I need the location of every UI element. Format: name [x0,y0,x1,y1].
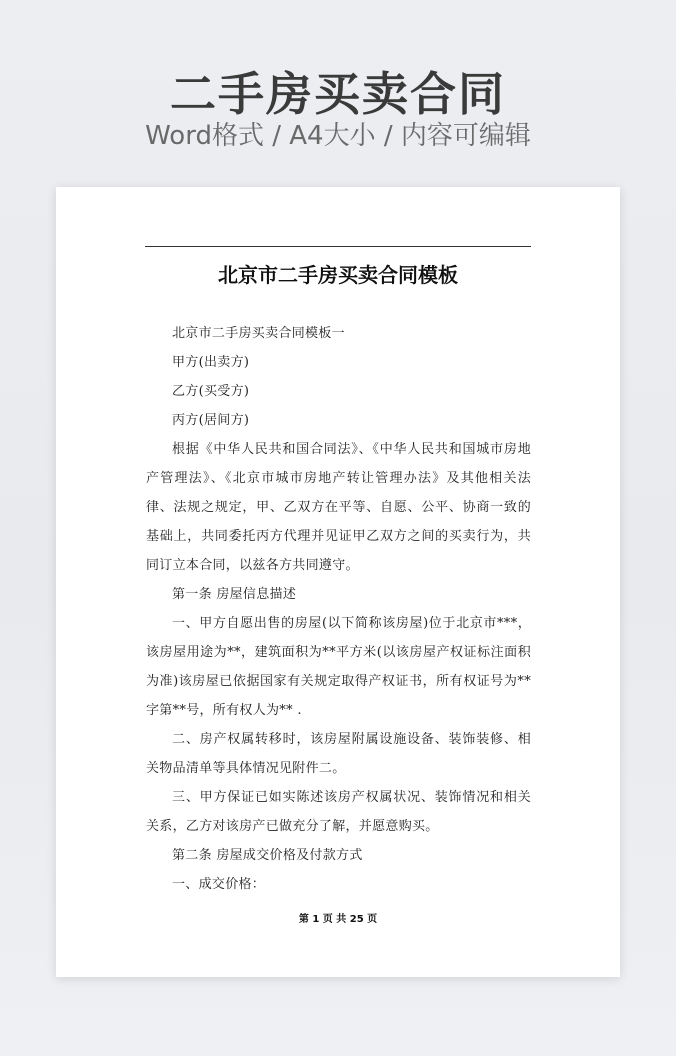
article-2-clause-1: 一、成交价格： [172,877,266,892]
party-c: 丙方(居间方) [172,413,250,428]
article-1-clause-1: 一、甲方自愿出售的房屋(以下简称该房屋)位于北京市***，该房屋用途为**，建筑面积为**平方米(以该房屋产权证标注面积为准)该房屋已依据国家有关规定取得产权证书，所有权证号为**字第**号，所有权人为** . [146,616,531,718]
document-title: 北京市二手房买卖合同模板 [218,263,458,287]
banner-subtitle: Word格式 / A4大小 / 内容可编辑 [145,121,531,151]
header-rule [145,246,531,247]
party-a: 甲方(出卖方) [172,355,250,370]
article-2-heading: 第二条 房屋成交价格及付款方式 [172,848,363,863]
party-b: 乙方(买受方) [172,384,250,399]
article-1-heading: 第一条 房屋信息描述 [172,587,297,602]
document-body [146,319,531,899]
template-heading: 北京市二手房买卖合同模板一 [172,326,345,341]
document-page [56,187,620,977]
article-1-clause-3: 三、甲方保证已如实陈述该房产权属状况、装饰情况和相关关系，乙方对该房产已做充分了解，并愿意购买。 [146,790,531,834]
page-number: 第 1 页 共 25 页 [298,914,378,925]
preamble-paragraph: 根据《中华人民共和国合同法》、《中华人民共和国城市房地产管理法》、《北京市城市房地产转让管理办法》及其他相关法律、法规之规定，甲、乙双方在平等、自愿、公平、协商一致的基础上，共同委托丙方代理并见证甲乙双方之间的买卖行为，共同订立本合同，以兹各方共同遵守。 [146,442,531,573]
article-1-clause-2: 二、房产权属转移时，该房屋附属设施设备、装饰装修、相关物品清单等具体情况见附件二。 [146,732,531,776]
banner-title: 二手房买卖合同 [170,67,506,121]
